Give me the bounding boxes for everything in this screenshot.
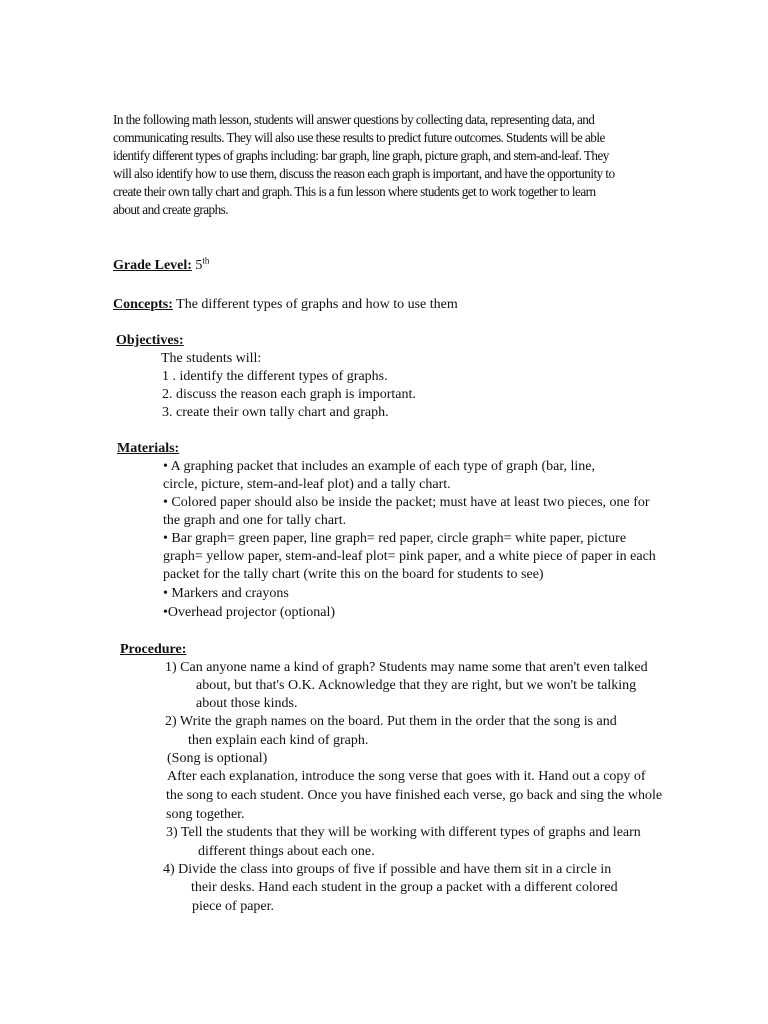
- grade-level-suffix: th: [202, 255, 210, 266]
- intro-line-6: about and create graphs.: [113, 202, 228, 217]
- intro-line-5: create their own tally chart and graph. This is a fun lesson where students get to work together to learn: [113, 184, 596, 199]
- objectives-intro: The students will:: [161, 351, 262, 366]
- materials-line-5: • Bar graph= green paper, line graph= red paper, circle graph= white paper, picture: [163, 531, 627, 546]
- procedure-heading: Procedure:: [120, 642, 187, 657]
- procedure-line-10: 3) Tell the students that they will be working with different types of graphs and learn: [166, 825, 641, 840]
- objective-item-1: 1 . identify the different types of graphs.: [162, 369, 388, 384]
- procedure-line-7: After each explanation, introduce the song verse that goes with it. Hand out a copy of: [167, 769, 646, 784]
- procedure-line-4: 2) Write the graph names on the board. Put them in the order that the song is and: [165, 714, 617, 729]
- intro-line-4: will also identify how to use them, discuss the reason each graph is important, and have the opportunity to: [113, 166, 615, 181]
- procedure-line-14: piece of paper.: [192, 899, 275, 914]
- procedure-line-3: about those kinds.: [196, 696, 298, 711]
- intro-line-1: In the following math lesson, students will answer questions by collecting data, representing data, and: [113, 112, 595, 127]
- grade-level-row: [113, 257, 209, 275]
- materials-line-3: • Colored paper should also be inside the packet; must have at least two pieces, one for: [163, 495, 650, 510]
- materials-line-4: the graph and one for tally chart.: [163, 513, 347, 528]
- procedure-line-11: different things about each one.: [198, 844, 375, 859]
- materials-line-1: • A graphing packet that includes an example of each type of graph (bar, line,: [163, 459, 595, 474]
- procedure-line-1: 1) Can anyone name a kind of graph? Students may name some that aren't even talked: [165, 660, 648, 675]
- materials-line-7: packet for the tally chart (write this on the board for students to see): [163, 567, 544, 582]
- grade-level-value: 5: [195, 258, 203, 273]
- objectives-heading: Objectives:: [116, 333, 184, 348]
- grade-level-label: Grade Level:: [113, 258, 192, 273]
- intro-line-2: communicating results. They will also use these results to predict future outcomes. Students will be able: [113, 130, 605, 145]
- intro-line-3: identify different types of graphs including: bar graph, line graph, picture graph, and stem-and-leaf. They: [113, 148, 609, 163]
- concepts-text: The different types of graphs and how to use them: [176, 297, 458, 312]
- procedure-line-12: 4) Divide the class into groups of five if possible and have them sit in a circle in: [163, 862, 612, 877]
- materials-line-6: graph= yellow paper, stem-and-leaf plot= pink paper, and a white piece of paper in each: [163, 549, 656, 564]
- materials-line-8: • Markers and crayons: [163, 586, 289, 601]
- procedure-line-8: the song to each student. Once you have finished each verse, go back and sing the whole: [166, 788, 663, 803]
- materials-heading: Materials:: [117, 441, 180, 456]
- concepts-label: Concepts:: [113, 297, 173, 312]
- objective-item-3: 3. create their own tally chart and graph.: [162, 405, 389, 420]
- objective-item-2: 2. discuss the reason each graph is important.: [162, 387, 416, 402]
- procedure-line-6: (Song is optional): [167, 751, 268, 766]
- procedure-line-5: then explain each kind of graph.: [188, 733, 369, 748]
- procedure-line-9: song together.: [166, 807, 245, 822]
- materials-line-9: •Overhead projector (optional): [163, 605, 336, 620]
- concepts-row: [113, 296, 458, 314]
- procedure-line-2: about, but that's O.K. Acknowledge that they are right, but we won't be talking: [196, 678, 637, 693]
- procedure-line-13: their desks. Hand each student in the group a packet with a different colored: [191, 880, 618, 895]
- materials-line-2: circle, picture, stem-and-leaf plot) and a tally chart.: [163, 477, 451, 492]
